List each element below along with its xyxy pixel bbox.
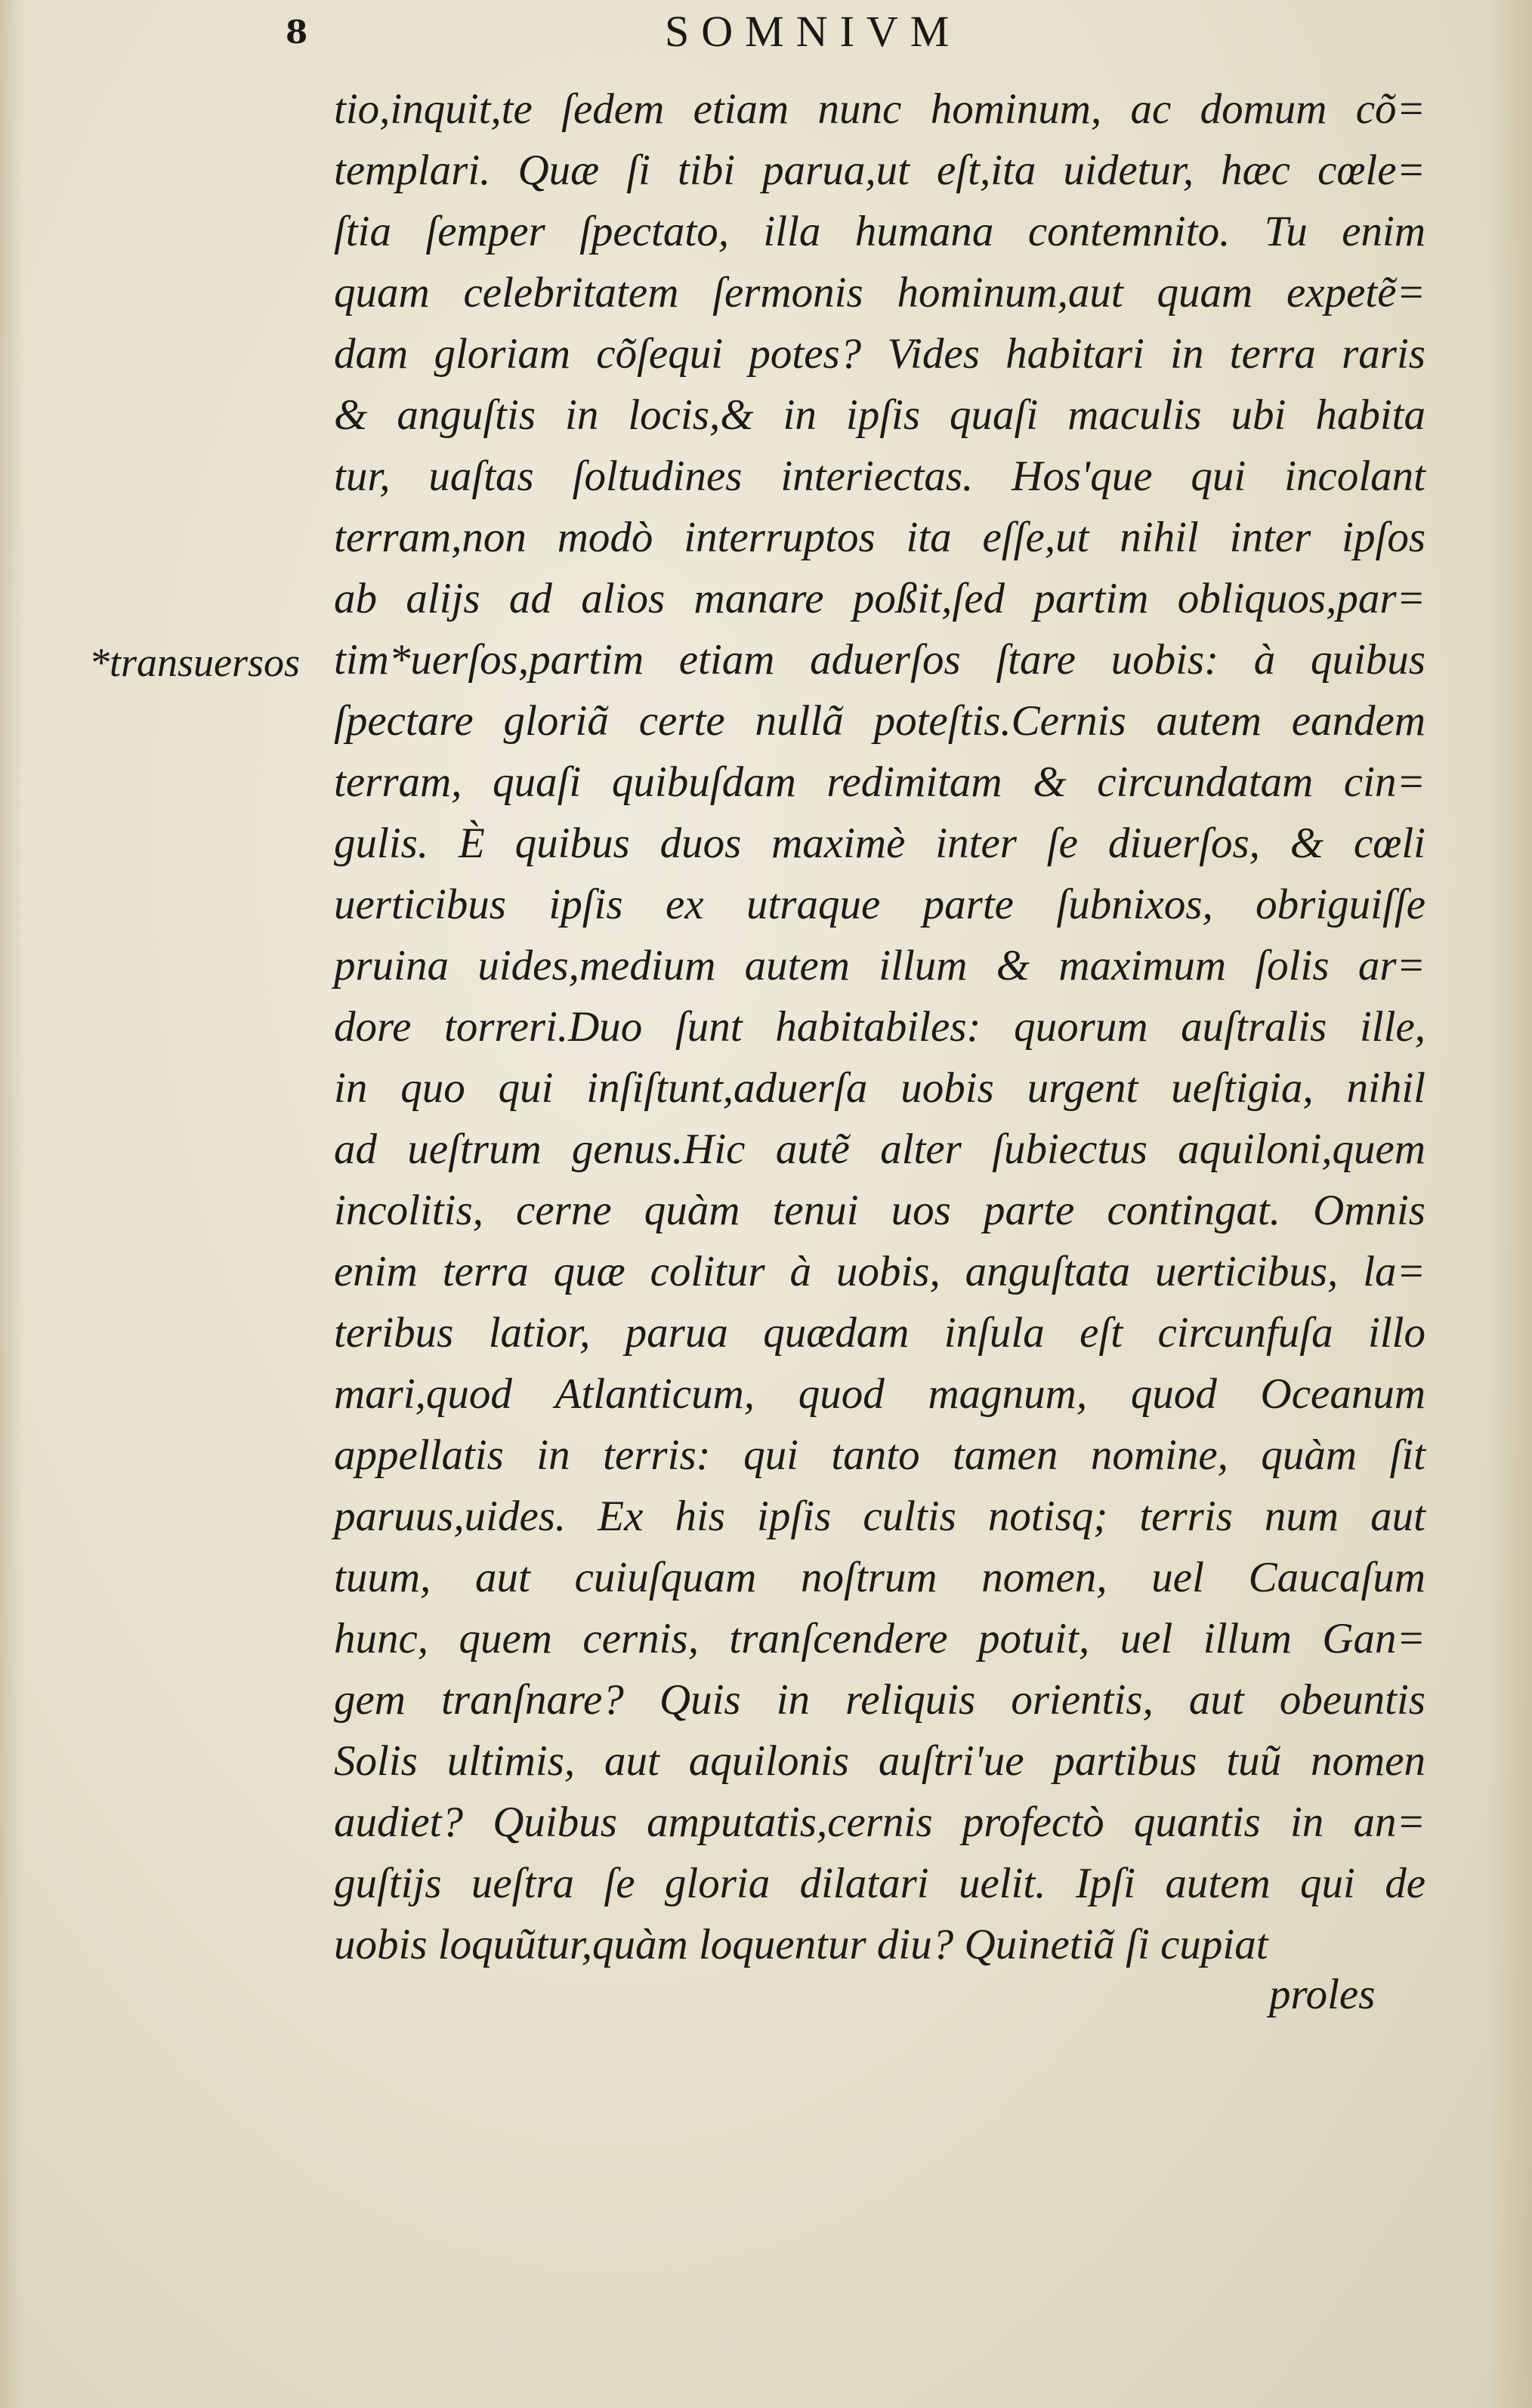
text-line: uobis loquũtur,quàm loquentur diu? Quinetiã ſi cupiat (334, 1921, 1268, 1968)
page-number: 8 (286, 14, 308, 51)
text-line: ad ueſtrum genus.Hic autẽ alter ſubiectus aquiloni,quem (334, 1125, 1425, 1173)
running-head: SOMNIVM (665, 7, 962, 56)
text-line: pruina uides,medium autem illum & maximum ſolis ar= (334, 942, 1425, 989)
text-line: Solis ultimis, aut aquilonis auſtri'ue partibus tuũ nomen (334, 1737, 1425, 1785)
text-line: guſtijs ueſtra ſe gloria dilatari uelit. Ipſi autem qui de (334, 1860, 1425, 1907)
catchword: proles (1269, 1971, 1376, 2018)
marginal-note: *transuersos (89, 640, 301, 685)
text-line: teribus latior, parua quædam inſula eſt circunfuſa illo (334, 1309, 1425, 1357)
text-line: incolitis, cerne quàm tenui uos parte contingat. Omnis (334, 1187, 1425, 1234)
page-edge-shadow (1487, 0, 1532, 2408)
text-line: dore torreri.Duo ſunt habitabiles: quorum auſtralis ille, (334, 1003, 1425, 1051)
text-line: tio,inquit,te ſedem etiam nunc hominum, ac domum cõ= (334, 85, 1425, 133)
text-line: & anguſtis in locis,& in ipſis quaſi maculis ubi habita (334, 391, 1425, 439)
text-line: tur, uaſtas ſoltudines interiectas. Hos'que qui incolant (334, 452, 1425, 500)
text-line: tim*uerſos,partim etiam aduerſos ſtare uobis: à quibus (334, 636, 1425, 684)
text-line: ab alijs ad alios manare poßit,ſed partim obliquos,par= (334, 575, 1425, 622)
text-line: paruus,uides. Ex his ipſis cultis notisq; terris num aut (334, 1493, 1425, 1540)
text-line: gulis. È quibus duos maximè inter ſe diuerſos, & cœli (334, 820, 1425, 867)
page-gutter-shadow (0, 0, 23, 2408)
text-line: templari. Quæ ſi tibi parua,ut eſt,ita uidetur, hæc cœle= (334, 147, 1425, 194)
text-line: hunc, quem cernis, tranſcendere potuit, uel illum Gan= (334, 1615, 1425, 1662)
text-line: enim terra quæ colitur à uobis, anguſtata uerticibus, la= (334, 1248, 1425, 1295)
main-text-block (334, 79, 1425, 1975)
text-line: tuum, aut cuiuſquam noſtrum nomen, uel Caucaſum (334, 1554, 1425, 1601)
text-line: ſpectare gloriã certe nullã poteſtis.Cernis autem eandem (334, 697, 1425, 745)
text-line: uerticibus ipſis ex utraque parte ſubnixos, obriguiſſe (334, 881, 1425, 928)
text-line: gem tranſnare? Quis in reliquis orientis, aut obeuntis (334, 1676, 1425, 1724)
text-line: quam celebritatem ſermonis hominum,aut quam expetẽ= (334, 269, 1425, 316)
text-line: mari,quod Atlanticum, quod magnum, quod Oceanum (334, 1370, 1425, 1418)
text-line: terram,non modò interruptos ita eſſe,ut nihil inter ipſos (334, 514, 1425, 561)
text-line: appellatis in terris: qui tanto tamen nomine, quàm ſit (334, 1431, 1425, 1479)
text-line: audiet? Quibus amputatis,cernis profectò quantis in an= (334, 1798, 1425, 1846)
text-line: in quo qui inſiſtunt,aduerſa uobis urgent ueſtigia, nihil (334, 1064, 1425, 1112)
text-line: dam gloriam cõſequi potes? Vides habitari in terra raris (334, 330, 1425, 378)
text-line: terram, quaſi quibuſdam redimitam & circundatam cin= (334, 758, 1425, 806)
text-line: ſtia ſemper ſpectato, illa humana contemnito. Tu enim (334, 208, 1425, 255)
